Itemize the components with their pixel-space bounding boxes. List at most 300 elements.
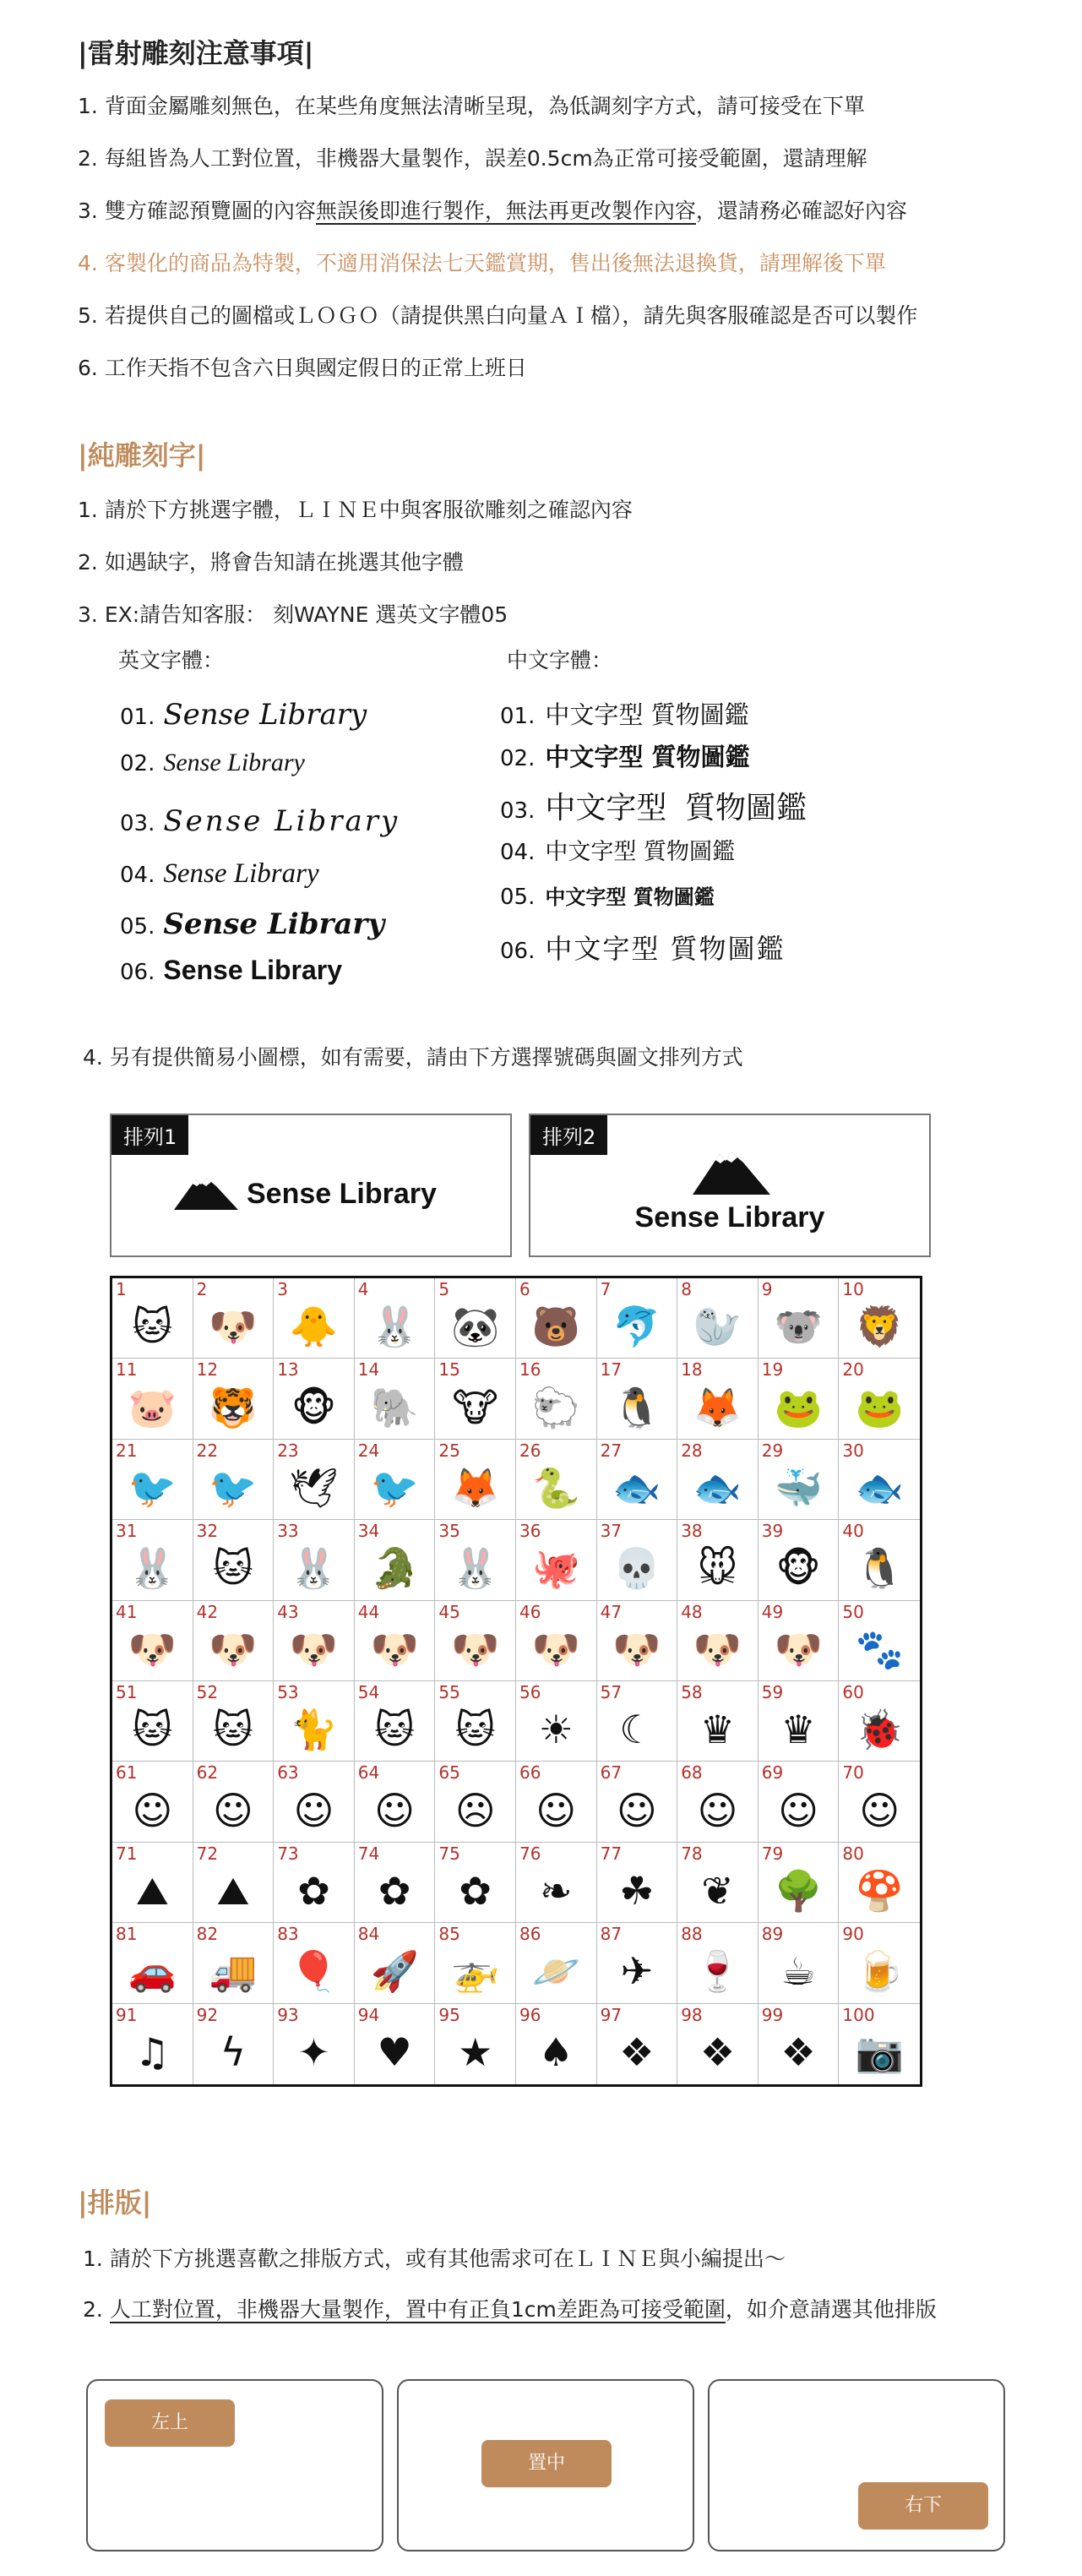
animal-icon: 🐧: [612, 1384, 661, 1430]
animal-icon: 🐰: [451, 1545, 500, 1592]
animal-icon: ☕: [780, 1948, 816, 1995]
animal-icon: 🐱: [212, 1707, 253, 1753]
animal-icon: ♫: [134, 2029, 170, 2076]
icon-cell-41[interactable]: [112, 1601, 193, 1681]
animal-icon: 🐥: [289, 1304, 339, 1350]
icon-cell-65[interactable]: [435, 1762, 516, 1842]
animal-icon: ✿: [297, 1867, 330, 1914]
icon-cell-88[interactable]: [677, 1923, 758, 2003]
icon-cell-56[interactable]: [516, 1681, 597, 1762]
icon-cell-99[interactable]: [758, 2004, 840, 2084]
animal-icon: 🍄: [855, 1867, 904, 1914]
icon-number: 9: [761, 1279, 773, 1299]
animal-icon: 🐦: [128, 1464, 177, 1511]
icon-number: 32: [196, 1521, 219, 1542]
icon-grid: [110, 1276, 922, 2087]
icon-number: 33: [277, 1521, 299, 1542]
icon-number: 83: [277, 1924, 299, 1945]
animal-icon: 🐧: [855, 1545, 904, 1592]
icon-cell-58[interactable]: [677, 1681, 758, 1762]
icon-number: 57: [600, 1682, 623, 1702]
icon-cell-11[interactable]: [112, 1359, 193, 1439]
icon-number: 31: [116, 1521, 138, 1542]
animal-icon: 🐻: [531, 1304, 580, 1350]
icon-cell-81[interactable]: [112, 1923, 193, 2003]
icon-cell-37[interactable]: [597, 1520, 678, 1600]
layout-top-left-button[interactable]: 左上: [105, 2399, 235, 2447]
notice-item-5: 5. 若提供自己的圖檔或ＬＯＧＯ（請提供黑白向量ＡＩ檔），請先與客服確認是否可以製作: [78, 303, 918, 328]
icon-cell-1[interactable]: [112, 1278, 193, 1359]
icon-number: 89: [761, 1924, 784, 1945]
icon-cell-27[interactable]: [597, 1440, 678, 1520]
animal-icon: 💀: [612, 1545, 661, 1592]
icon-cell-17[interactable]: [597, 1359, 678, 1439]
icon-number: 18: [681, 1359, 703, 1381]
animal-icon: ☺: [616, 1787, 657, 1833]
icon-cell-74[interactable]: [355, 1843, 436, 1923]
animal-icon: ♥: [377, 2029, 412, 2076]
arrangement-2-tag: 排列2: [530, 1115, 607, 1155]
icon-number: 74: [357, 1843, 380, 1864]
icon-number: 16: [519, 1359, 541, 1381]
icon-number: 5: [438, 1279, 450, 1299]
animal-icon: ☺: [132, 1787, 173, 1833]
icon-cell-28[interactable]: [677, 1440, 758, 1520]
icon-number: 38: [681, 1521, 703, 1542]
icon-cell-19[interactable]: [758, 1359, 840, 1439]
icon-number: 71: [116, 1843, 138, 1864]
icon-cell-5[interactable]: [435, 1278, 516, 1359]
animal-icon: 🐶: [209, 1626, 258, 1672]
icon-cell-21[interactable]: [112, 1440, 193, 1520]
icon-number: 87: [600, 1924, 623, 1945]
animal-icon: 🐼: [451, 1304, 500, 1350]
icon-number: 54: [357, 1682, 380, 1702]
icon-cell-92[interactable]: [193, 2004, 275, 2084]
chinese-font-06[interactable]: 06. 中文字型 質物圖鑑: [500, 933, 786, 965]
animal-icon: 🐰: [289, 1545, 339, 1592]
icon-number: 10: [842, 1279, 864, 1299]
icon-number: 92: [196, 2004, 219, 2025]
icon-cell-90[interactable]: [839, 1923, 920, 2003]
animal-icon: 🐶: [289, 1626, 339, 1672]
animal-icon: ☺: [697, 1787, 738, 1833]
animal-icon: 🐍: [531, 1464, 580, 1511]
animal-icon: ⛰: [135, 1867, 169, 1914]
icon-number: 86: [519, 1924, 541, 1945]
animal-icon: 🐰: [128, 1545, 177, 1592]
animal-icon: ☺: [536, 1787, 577, 1833]
icon-number: 24: [357, 1440, 380, 1461]
icon-number: 28: [681, 1440, 703, 1461]
animal-icon: 🐮: [452, 1384, 498, 1430]
icon-cell-43[interactable]: [274, 1601, 355, 1681]
animal-icon: ✿: [378, 1867, 411, 1914]
icon-number: 68: [681, 1762, 703, 1784]
icon-number: 37: [600, 1521, 623, 1542]
icon-cell-72[interactable]: [193, 1843, 275, 1923]
animal-icon: 🐙: [531, 1545, 580, 1592]
animal-icon: 🐟: [612, 1464, 661, 1511]
animal-icon: ❧: [540, 1867, 573, 1914]
animal-icon: 🐵: [775, 1545, 821, 1592]
animal-icon: 🐱: [374, 1707, 416, 1753]
icon-number: 95: [438, 2004, 460, 2025]
animal-icon: ☀: [538, 1707, 574, 1753]
icon-cell-33[interactable]: [274, 1520, 355, 1600]
icon-cell-40[interactable]: [839, 1520, 920, 1600]
animal-icon: 🐭: [697, 1545, 738, 1592]
icon-number: 34: [357, 1521, 380, 1542]
animal-icon: 🚚: [209, 1948, 258, 1995]
layout-bottom-right-button[interactable]: 右下: [858, 2482, 988, 2530]
notice-item-1: 1. 背面金屬雕刻無色，在某些角度無法清晰呈現，為低調刻字方式，請可接受在下單: [78, 94, 865, 118]
animal-icon: ❖: [619, 2029, 655, 2076]
icon-cell-67[interactable]: [597, 1762, 678, 1842]
icon-cell-73[interactable]: [274, 1843, 355, 1923]
animal-icon: 🪐: [531, 1948, 580, 1995]
icon-cell-69[interactable]: [758, 1762, 840, 1842]
animal-icon: 🐶: [693, 1626, 742, 1672]
icon-cell-6[interactable]: [516, 1278, 597, 1359]
icon-cell-34[interactable]: [355, 1520, 436, 1600]
icon-cell-25[interactable]: [435, 1440, 516, 1520]
layout-option-bottom-right[interactable]: [708, 2379, 1005, 2551]
animal-icon: 🐸: [855, 1384, 904, 1430]
notice-item-2: 2. 每組皆為人工對位置，非機器大量製作，誤差0.5cm為正常可接受範圍，還請理解: [78, 146, 867, 171]
icon-cell-66[interactable]: [516, 1762, 597, 1842]
animal-icon: 🐶: [370, 1626, 419, 1672]
animal-icon: 🐟: [855, 1464, 904, 1511]
animal-icon: ♛: [780, 1707, 816, 1753]
animal-icon: 🦭: [693, 1304, 742, 1350]
icon-cell-30[interactable]: [839, 1440, 920, 1520]
icon-number: 8: [681, 1279, 692, 1299]
icon-number: 63: [277, 1762, 299, 1784]
icon-number: 3: [277, 1279, 288, 1299]
chinese-font-04[interactable]: 04. 中文字型 質物圖鑑: [500, 839, 735, 865]
icon-cell-29[interactable]: [758, 1440, 840, 1520]
animal-icon: 🐱: [132, 1707, 173, 1753]
arrangement-1-box[interactable]: [110, 1114, 512, 1257]
icon-number: 53: [277, 1682, 299, 1702]
icon-cell-78[interactable]: [677, 1843, 758, 1923]
icon-number: 41: [116, 1601, 138, 1622]
notice-title: |雷射雕刻注意事項|: [78, 37, 314, 69]
icon-number: 20: [842, 1359, 864, 1381]
icon-cell-95[interactable]: [435, 2004, 516, 2084]
layout-item-2: 2. 人工對位置，非機器大量製作，置中有正負1cm差距為可接受範圍，如介意請選其他排版: [83, 2297, 937, 2322]
animal-icon: 🦊: [451, 1464, 500, 1511]
icon-cell-4[interactable]: [355, 1278, 436, 1359]
engraving-item-3: 3. EX:請告知客服： 刻WAYNE 選英文字體05: [78, 602, 508, 627]
icon-cell-96[interactable]: [516, 2004, 597, 2084]
icon-cell-60[interactable]: [839, 1681, 920, 1762]
animal-icon: 🐾: [855, 1626, 904, 1672]
icon-cell-35[interactable]: [435, 1520, 516, 1600]
icon-cell-59[interactable]: [758, 1681, 840, 1762]
icon-cell-62[interactable]: [193, 1762, 275, 1842]
icon-cell-36[interactable]: [516, 1520, 597, 1600]
animal-icon: 🐶: [531, 1626, 580, 1672]
icon-cell-7[interactable]: [597, 1278, 678, 1359]
icon-cell-63[interactable]: [274, 1762, 355, 1842]
icon-cell-94[interactable]: [355, 2004, 436, 2084]
icon-cell-87[interactable]: [597, 1923, 678, 2003]
icon-number: 82: [196, 1924, 219, 1945]
icon-cell-64[interactable]: [355, 1762, 436, 1842]
english-font-05[interactable]: 05. Sense Library: [120, 907, 385, 941]
icon-cell-53[interactable]: [274, 1681, 355, 1762]
icon-number: 59: [761, 1682, 784, 1702]
chinese-font-05[interactable]: 05. 中文字型 質物圖鑑: [500, 885, 715, 910]
animal-icon: 🐸: [774, 1384, 823, 1430]
arrangement-1-text: Sense Library: [247, 1178, 437, 1210]
animal-icon: ✈: [620, 1948, 654, 1995]
icon-cell-54[interactable]: [355, 1681, 436, 1762]
icon-number: 17: [600, 1359, 623, 1381]
animal-icon: ✦: [297, 2029, 330, 2076]
icon-cell-32[interactable]: [193, 1520, 275, 1600]
animal-icon: 🐷: [128, 1384, 177, 1430]
animal-icon: 🚁: [451, 1948, 500, 1995]
icon-number: 79: [761, 1843, 784, 1864]
icon-number: 39: [761, 1521, 784, 1542]
english-font-01[interactable]: 01. Sense Library: [120, 698, 367, 732]
icon-number: 97: [600, 2004, 623, 2025]
icon-cell-12[interactable]: [193, 1359, 275, 1439]
icon-cell-44[interactable]: [355, 1601, 436, 1681]
animal-icon: 🚗: [128, 1948, 177, 1995]
icon-number: 84: [357, 1924, 380, 1945]
chinese-font-03[interactable]: 03. 中文字型 質物圖鑑: [500, 791, 807, 825]
icon-cell-68[interactable]: [677, 1762, 758, 1842]
icon-number: 66: [519, 1762, 541, 1784]
icon-number: 65: [438, 1762, 460, 1784]
animal-icon: ☺: [859, 1787, 900, 1833]
icon-cell-61[interactable]: [112, 1762, 193, 1842]
icon-number: 40: [842, 1521, 864, 1542]
notice-item-4: 4. 客製化的商品為特製，不適用消保法七天鑑賞期，售出後無法退換貨，請理解後下單: [78, 251, 886, 275]
icon-cell-76[interactable]: [516, 1843, 597, 1923]
animal-icon: ❖: [699, 2029, 736, 2076]
icon-cell-80[interactable]: [839, 1843, 920, 1923]
icon-number: 90: [842, 1924, 864, 1945]
icon-number: 49: [761, 1601, 784, 1622]
icon-number: 91: [116, 2004, 138, 2025]
icon-number: 48: [681, 1601, 703, 1622]
icon-cell-24[interactable]: [355, 1440, 436, 1520]
icon-number: 88: [681, 1924, 703, 1945]
animal-icon: 🐱: [212, 1545, 253, 1592]
icon-number: 46: [519, 1601, 541, 1622]
icon-cell-55[interactable]: [435, 1681, 516, 1762]
icon-note: 4. 另有提供簡易小圖標，如有需要，請由下方選擇號碼與圖文排列方式: [83, 1045, 743, 1070]
icon-cell-9[interactable]: [758, 1278, 840, 1359]
icon-number: 75: [438, 1843, 460, 1864]
icon-cell-42[interactable]: [193, 1601, 275, 1681]
icon-cell-71[interactable]: [112, 1843, 193, 1923]
icon-cell-57[interactable]: [597, 1681, 678, 1762]
icon-number: 78: [681, 1843, 703, 1864]
animal-icon: 🐈: [289, 1707, 339, 1753]
english-font-03[interactable]: 03. Sense Library: [120, 804, 400, 838]
layout-option-top-left[interactable]: [86, 2379, 383, 2551]
icon-cell-13[interactable]: [274, 1359, 355, 1439]
icon-number: 35: [438, 1521, 460, 1542]
animal-icon: ⛰: [216, 1867, 250, 1914]
animal-icon: 🦁: [855, 1304, 904, 1350]
icon-number: 93: [277, 2004, 299, 2025]
animal-icon: 🐶: [612, 1626, 661, 1672]
animal-icon: 🐶: [774, 1626, 823, 1672]
english-font-06[interactable]: 06. Sense Library: [120, 955, 343, 985]
chinese-font-02[interactable]: 02. 中文字型 質物圖鑑: [500, 743, 750, 771]
arrangement-1-tag: 排列1: [111, 1115, 188, 1155]
icon-number: 44: [357, 1601, 380, 1622]
icon-cell-15[interactable]: [435, 1359, 516, 1439]
icon-cell-100[interactable]: [839, 2004, 920, 2084]
icon-cell-51[interactable]: [112, 1681, 193, 1762]
animal-icon: 🐰: [370, 1304, 419, 1350]
icon-number: 81: [116, 1924, 138, 1945]
animal-icon: 🍷: [693, 1948, 742, 1995]
icon-cell-83[interactable]: [274, 1923, 355, 2003]
icon-cell-85[interactable]: [435, 1923, 516, 2003]
icon-number: 100: [842, 2004, 875, 2025]
icon-number: 23: [277, 1440, 299, 1461]
icon-number: 43: [277, 1601, 299, 1622]
chinese-font-01[interactable]: 01. 中文字型 質物圖鑑: [500, 700, 749, 729]
icon-number: 85: [438, 1924, 460, 1945]
icon-number: 62: [196, 1762, 219, 1784]
icon-cell-98[interactable]: [677, 2004, 758, 2084]
icon-number: 73: [277, 1843, 299, 1864]
icon-cell-39[interactable]: [758, 1520, 840, 1600]
icon-cell-93[interactable]: [274, 2004, 355, 2084]
icon-number: 26: [519, 1440, 541, 1461]
icon-cell-26[interactable]: [516, 1440, 597, 1520]
icon-number: 67: [600, 1762, 623, 1784]
icon-cell-3[interactable]: [274, 1278, 355, 1359]
icon-cell-49[interactable]: [758, 1601, 840, 1681]
animal-icon: ☾: [619, 1707, 655, 1753]
icon-cell-16[interactable]: [516, 1359, 597, 1439]
animal-icon: 🦊: [693, 1384, 742, 1430]
layout-center-button[interactable]: 置中: [481, 2440, 612, 2487]
icon-cell-97[interactable]: [597, 2004, 678, 2084]
mountain-icon: [172, 1173, 240, 1213]
animal-icon: 🐱: [454, 1707, 496, 1753]
icon-number: 14: [357, 1359, 380, 1381]
layout-option-center[interactable]: [397, 2379, 694, 2551]
engraving-item-2: 2. 如遇缺字，將會告知請在挑選其他字體: [78, 550, 464, 575]
icon-cell-22[interactable]: [193, 1440, 275, 1520]
icon-number: 76: [519, 1843, 541, 1864]
icon-number: 2: [196, 1279, 208, 1299]
icon-number: 96: [519, 2004, 541, 2025]
icon-number: 36: [519, 1521, 541, 1542]
animal-icon: 🐵: [291, 1384, 337, 1430]
icon-number: 47: [600, 1601, 623, 1622]
english-font-02[interactable]: 02. Sense Library: [120, 749, 305, 776]
icon-cell-52[interactable]: [193, 1681, 275, 1762]
animal-icon: 🐟: [693, 1464, 742, 1511]
animal-icon: 🐘: [370, 1384, 419, 1430]
english-font-label: 英文字體：: [118, 648, 225, 673]
icon-number: 45: [438, 1601, 460, 1622]
icon-number: 25: [438, 1440, 460, 1461]
icon-cell-14[interactable]: [355, 1359, 436, 1439]
animal-icon: ★: [458, 2029, 493, 2076]
animal-icon: ☺: [212, 1787, 253, 1833]
icon-number: 94: [357, 2004, 380, 2025]
icon-cell-84[interactable]: [355, 1923, 436, 2003]
icon-cell-48[interactable]: [677, 1601, 758, 1681]
icon-number: 15: [438, 1359, 460, 1381]
icon-cell-82[interactable]: [193, 1923, 275, 2003]
icon-cell-89[interactable]: [758, 1923, 840, 2003]
icon-number: 51: [116, 1682, 138, 1702]
icon-cell-50[interactable]: [839, 1601, 920, 1681]
icon-cell-70[interactable]: [839, 1762, 920, 1842]
animal-icon: ☺: [293, 1787, 334, 1833]
icon-cell-46[interactable]: [516, 1601, 597, 1681]
arrangement-2-box[interactable]: [529, 1114, 931, 1257]
icon-number: 61: [116, 1762, 138, 1784]
icon-cell-45[interactable]: [435, 1601, 516, 1681]
icon-cell-79[interactable]: [758, 1843, 840, 1923]
icon-number: 64: [357, 1762, 380, 1784]
icon-number: 55: [438, 1682, 460, 1702]
icon-cell-31[interactable]: [112, 1520, 193, 1600]
notice-item-3: 3. 雙方確認預覽圖的內容無誤後即進行製作，無法再更改製作內容，還請務必確認好內容: [78, 199, 907, 223]
animal-icon: 🐦: [209, 1464, 258, 1511]
icon-cell-38[interactable]: [677, 1520, 758, 1600]
animal-icon: 🌳: [774, 1867, 823, 1914]
animal-icon: ☺: [778, 1787, 819, 1833]
icon-number: 58: [681, 1682, 703, 1702]
animal-icon: 🐶: [451, 1626, 500, 1672]
icon-number: 42: [196, 1601, 219, 1622]
icon-number: 98: [681, 2004, 703, 2025]
icon-cell-2[interactable]: [193, 1278, 275, 1359]
icon-cell-77[interactable]: [597, 1843, 678, 1923]
icon-number: 30: [842, 1440, 864, 1461]
icon-cell-47[interactable]: [597, 1601, 678, 1681]
animal-icon: ♠: [538, 2029, 574, 2076]
icon-cell-75[interactable]: [435, 1843, 516, 1923]
english-font-04[interactable]: 04. Sense Library: [120, 858, 319, 889]
animal-icon: 🐑: [531, 1384, 580, 1430]
icon-cell-10[interactable]: [839, 1278, 920, 1359]
icon-number: 80: [842, 1843, 864, 1864]
icon-cell-91[interactable]: [112, 2004, 193, 2084]
icon-number: 22: [196, 1440, 219, 1461]
animal-icon: ❦: [701, 1867, 734, 1914]
icon-cell-20[interactable]: [839, 1359, 920, 1439]
icon-cell-18[interactable]: [677, 1359, 758, 1439]
engraving-item-1: 1. 請於下方挑選字體，ＬＩＮＥ中與客服欲雕刻之確認內容: [78, 498, 633, 522]
icon-cell-86[interactable]: [516, 1923, 597, 2003]
animal-icon: 🐱: [132, 1304, 173, 1350]
icon-cell-8[interactable]: [677, 1278, 758, 1359]
notice-item-6: 6. 工作天指不包含六日與國定假日的正常上班日: [78, 356, 527, 380]
arrangement-2-text: Sense Library: [634, 1201, 825, 1234]
animal-icon: 🍺: [855, 1948, 904, 1995]
icon-number: 7: [600, 1279, 612, 1299]
icon-cell-23[interactable]: [274, 1440, 355, 1520]
